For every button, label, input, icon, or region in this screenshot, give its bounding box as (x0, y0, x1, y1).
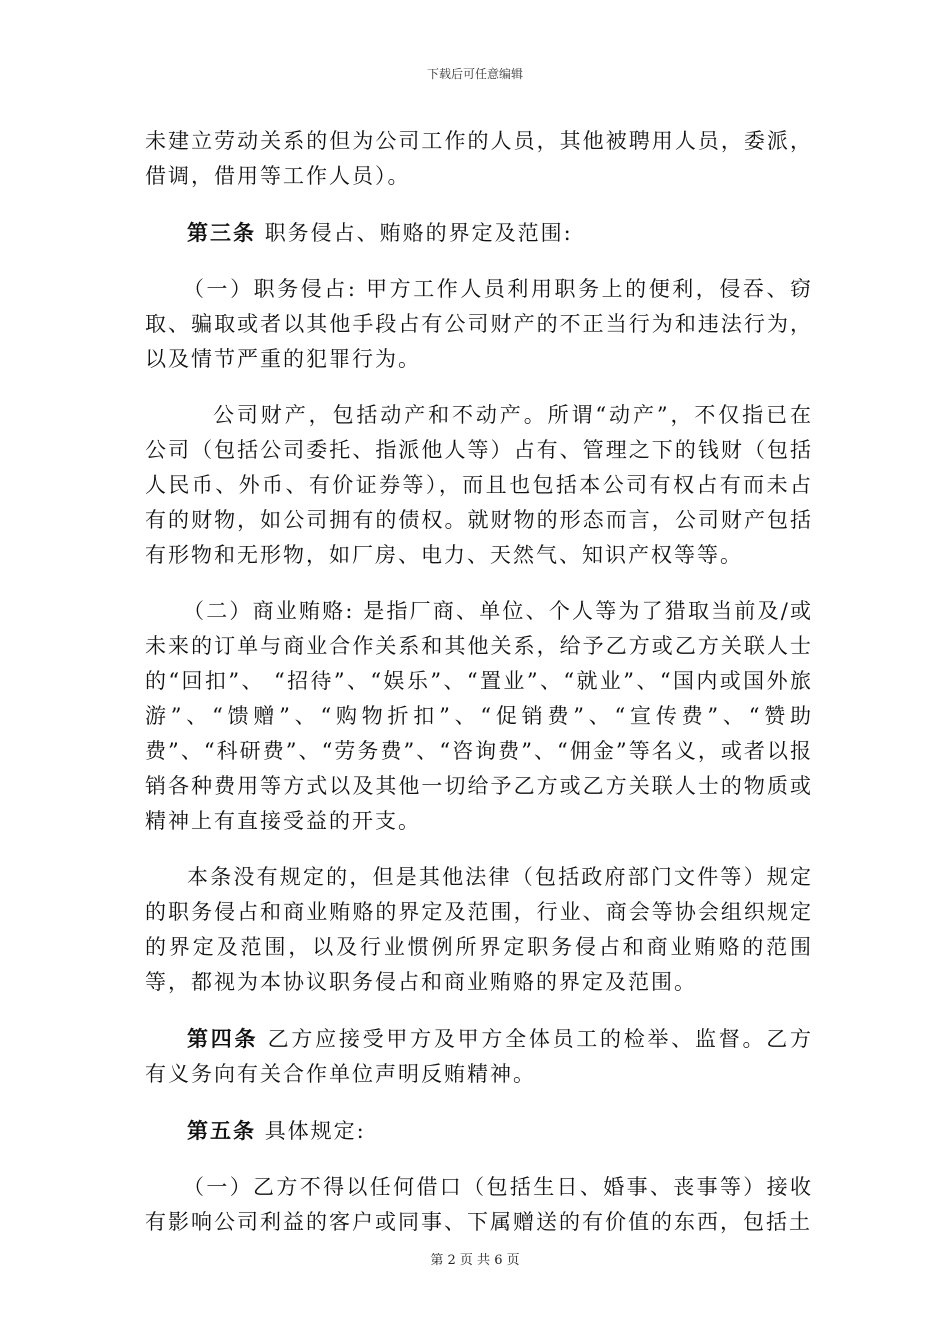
article-five-text: 具体规定: (264, 1119, 366, 1143)
article-five-heading: 第五条 (187, 1118, 256, 1143)
paragraph-other-laws: 本条没有规定的，但是其他法律（包括政府部门文件等）规定的职务侵占和商业贿赂的界定及范围，行业、商会等协会组织规定的界定及范围，以及行业惯例所界定职务侵占和商业贿赂的范围等，都视为本协议职务侵占和商业贿赂的界定及范围。 (145, 865, 813, 994)
page-number: 第 2 页 共 6 页 (430, 1253, 520, 1268)
article-three-text: 职务侵占、贿赂的界定及范围: (264, 221, 573, 245)
page-header-note: 下载后可任意编辑 (426, 67, 523, 81)
article-five (145, 1113, 813, 1149)
paragraph-company-property: 公司财产，包括动产和不动产。所谓“动产”，不仅指已在公司（包括公司委托、指派他人等）占有、管理之下的钱财（包括人民币、外币、有价证券等），而且也包括本公司有权占有而未占有的财物，如公司拥有的债权。就财物的形态而言，公司财产包括有形物和无形物，如厂房、电力、天然气、知识产权等等。 (145, 403, 813, 567)
paragraph-continuation: 未建立劳动关系的但为公司工作的人员，其他被聘用人员，委派，借调，借用等工作人员）。 (145, 129, 813, 188)
document-body (145, 124, 813, 1261)
article-four (145, 1021, 813, 1092)
article-three-heading: 第三条 (187, 220, 256, 245)
article-four-text: 乙方应接受甲方及甲方全体员工的检举、监督。乙方有义务向有关合作单位声明反贿精神。 (145, 1027, 813, 1086)
paragraph-embezzlement: （一）职务侵占: 甲方工作人员利用职务上的便利，侵吞、窃取、骗取或者以其他手段占有公司财产的不正当行为和违法行为，以及情节严重的犯罪行为。 (145, 277, 813, 371)
article-three (145, 215, 813, 251)
paragraph-gifts-rule: （一）乙方不得以任何借口（包括生日、婚事、丧事等）接收有影响公司利益的客户或同事、下属赠送的有价值的东西，包括土 (145, 1175, 813, 1234)
article-four-heading: 第四条 (187, 1026, 259, 1051)
paragraph-commercial-bribery: （二）商业贿赂: 是指厂商、单位、个人等为了猎取当前及/或未来的订单与商业合作关系和其他关系，给予乙方或乙方关联人士的“回扣”、 “招待”、“娱乐”、“置业”、“就业”、“国内或国外旅游”、“馈赠”、“购物折扣”、“促销费”、“宣传费”、“赞助费”、“科研费”、“劳务费”、“咨询费”、“佣金”等名义，或者以报销各种费用等方式以及其他一切给予乙方或乙方关联人士的物质或精神上有直接受益的开支。 (145, 599, 813, 833)
